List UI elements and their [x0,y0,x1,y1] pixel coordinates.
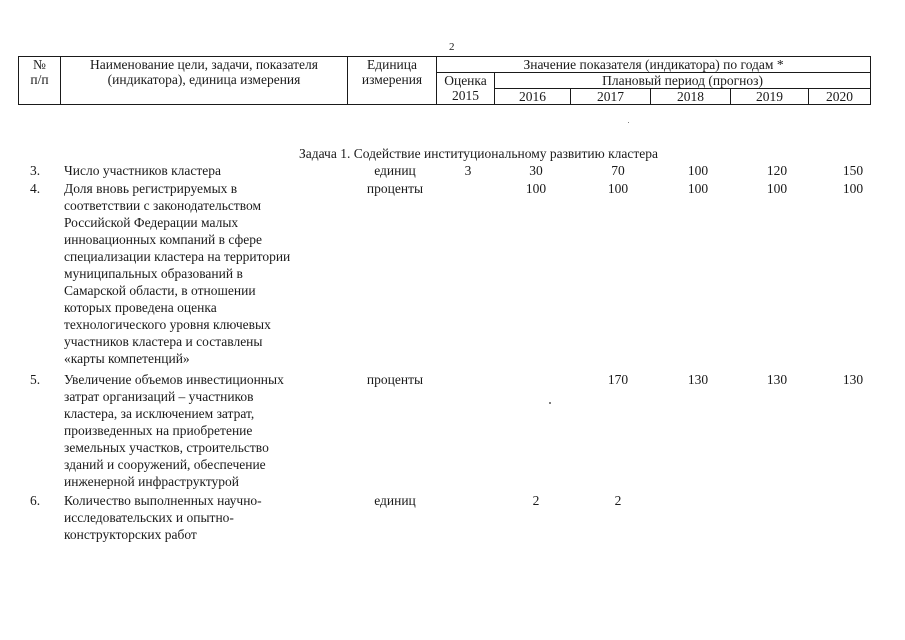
value-2018: 100 [687,163,709,178]
value-2018: 100 [687,181,709,196]
indicator-name [64,371,344,490]
header-name [61,57,348,105]
indicator-name-line: произведенных на приобретение [64,423,253,438]
scan-speck [628,122,629,123]
value-2017: 170 [607,372,629,387]
row-number: 3. [30,163,41,178]
header-name-line2: (индикатора), единица измерения [107,72,301,87]
value-2015: 3 [464,163,472,178]
header-estimate-label: Оценка [444,73,487,88]
indicator-name-line: Число участников кластера [64,163,222,178]
indicator-name-line: земельных участков, строительство [64,440,269,455]
value-2020: 100 [842,181,864,196]
header-num [19,57,61,105]
value-2016: 30 [529,163,543,178]
indicator-name-line: соответствии с законодательством [64,198,262,213]
value-2016: 100 [525,181,547,196]
indicator-table-header [18,56,871,105]
indicator-name-line: которых проведена оценка [64,300,217,315]
scan-speck [549,402,551,404]
value-2017: 70 [611,163,625,178]
row-number: 5. [30,372,41,387]
header-year-2020: 2020 [809,89,871,105]
indicator-name-line: «карты компетенций» [64,351,190,366]
row-number: 6. [30,493,41,508]
indicator-name [64,492,344,543]
indicator-name [64,162,344,179]
task-title: Задача 1. Содействие институциональному развитию кластера [298,146,659,161]
row-number: 4. [30,181,41,196]
header-num-line2: п/п [30,72,49,87]
value-2016: 2 [532,493,540,508]
value-2019: 130 [766,372,788,387]
indicator-unit: проценты [366,181,424,196]
value-2019: 100 [766,181,788,196]
header-unit [348,57,437,105]
indicator-name [64,180,344,367]
header-values: Значение показателя (индикатора) по годам * [437,57,871,73]
value-2019: 120 [766,163,788,178]
indicator-name-line: специализации кластера на территории [64,249,291,264]
header-unit-line1: Единица [366,57,417,72]
header-year-2019: 2019 [731,89,809,105]
value-2020: 130 [842,372,864,387]
header-year-2016: 2016 [495,89,571,105]
indicator-unit: единиц [374,493,416,508]
indicator-name-line: инженерной инфраструктурой [64,474,240,489]
value-2017: 100 [607,181,629,196]
header-unit-line2: измерения [361,72,423,87]
indicator-name-line: исследовательских и опытно- [64,510,234,525]
indicator-name-line: Российской Федерации малых [64,215,239,230]
indicator-name-line: участников кластера и составлены [64,334,263,349]
indicator-name-line: технологического уровня ключевых [64,317,271,332]
value-2020: 150 [842,163,864,178]
indicator-unit: проценты [366,372,424,387]
indicator-name-line: конструкторских работ [64,527,197,542]
indicator-name-line: затрат организаций – участников [64,389,254,404]
indicator-unit: единиц [374,163,416,178]
header-num-line1: № [33,57,46,72]
indicator-name-line: Увеличение объемов инвестиционных [64,372,284,387]
value-2017: 2 [614,493,622,508]
header-estimate-year: 2015 [452,88,479,103]
value-2018: 130 [687,372,709,387]
indicator-name-line: Доля вновь регистрируемых в [64,181,238,196]
header-name-line1: Наименование цели, задачи, показателя [90,57,318,72]
header-estimate [437,73,495,105]
indicator-name-line: кластера, за исключением затрат, [64,406,255,421]
page-number: 2 [449,41,455,53]
indicator-name-line: муниципальных образований в [64,266,243,281]
indicator-name-line: Количество выполненных научно- [64,493,262,508]
indicator-name-line: зданий и сооружений, обеспечение [64,457,266,472]
header-year-2018: 2018 [651,89,731,105]
header-year-2017: 2017 [571,89,651,105]
indicator-name-line: Самарской области, в отношении [64,283,256,298]
header-plan: Плановый период (прогноз) [495,73,871,89]
indicator-name-line: инновационных компаний в сфере [64,232,263,247]
